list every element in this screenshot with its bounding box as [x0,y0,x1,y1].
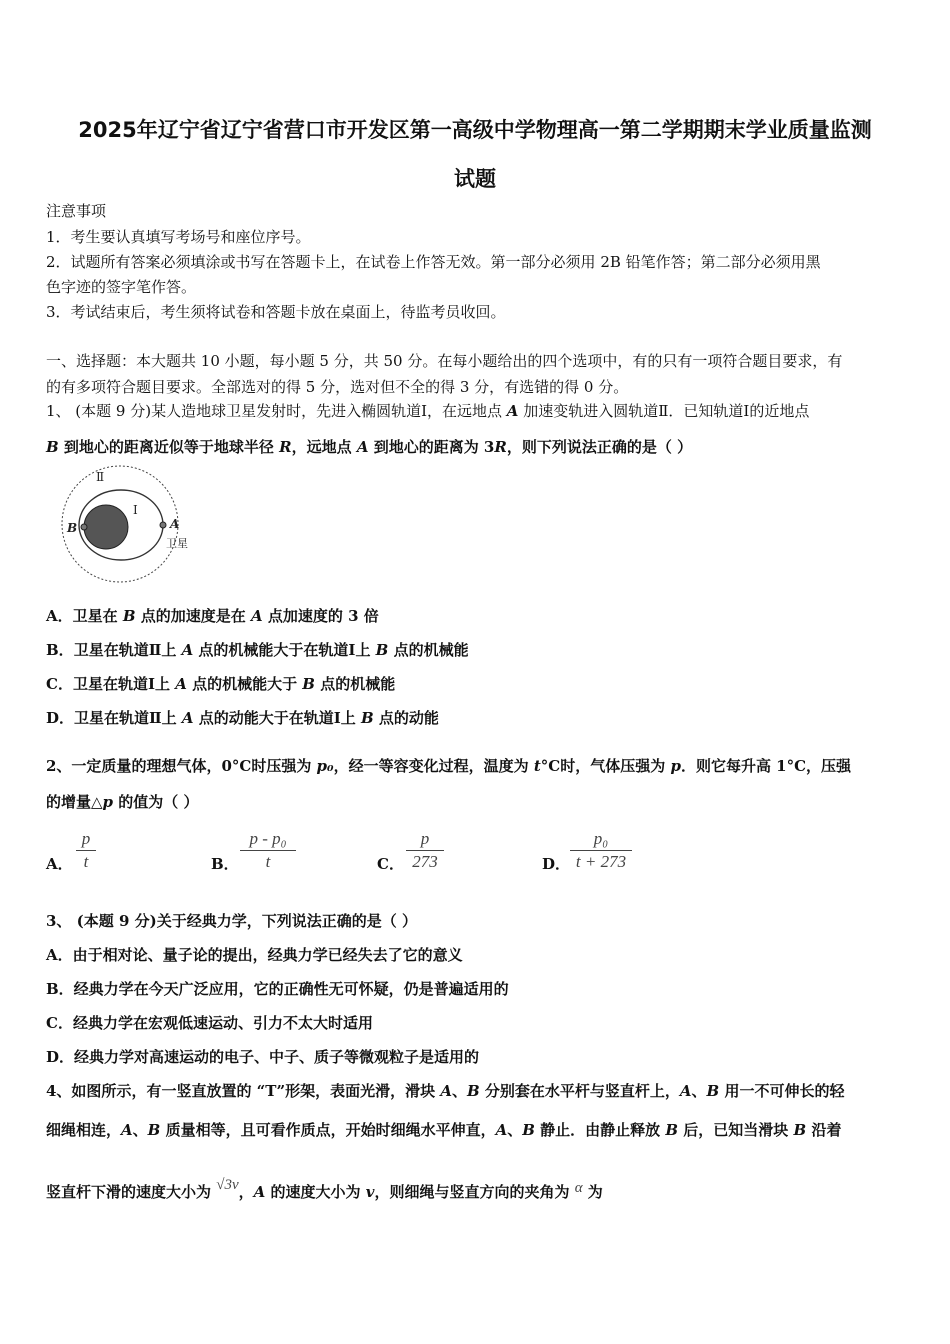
alpha-symbol: α [574,1180,583,1196]
point-b-dot [81,524,87,530]
sqrt-3v-formula: √3v [216,1177,239,1193]
q4-stem-line1: 4、如图所示，有一竖直放置的 “T”形架，表面光滑，滑块 A、B 分别套在水平杆与竖直杆上，A、B 用一不可伸长的轻 [46,1082,845,1100]
point-a-label: A [170,517,180,531]
exam-title-line1: 2025年辽宁省辽宁省营口市开发区第一高级中学物理高一第二学期期末学业质量监测 [78,118,872,142]
exam-title-line2: 试题 [454,167,496,191]
notice-item: 2．试题所有答案必须填涂或书写在答题卡上，在试卷上作答无效。第一部分必须用 2B 铅笔作答；第二部分必须用黑 [46,253,821,271]
earth-circle [84,505,128,549]
q2-option-a-label: A． [46,855,73,873]
q2-stem-line2: 的增量△p 的值为（ ） [46,793,199,811]
section1-intro-line2: 的有多项符合题目要求。全部选对的得 5 分，选对但不全的得 3 分，有选错的得 0 分。 [46,378,629,396]
q3-option-d: D．经典力学对高速运动的电子、中子、质子等微观粒子是适用的 [46,1048,480,1066]
q4-stem-line3: 竖直杆下滑的速度大小为 √3v，A 的速度大小为 v，则细绳与竖直方向的夹角为 α 为 [46,1177,603,1201]
satellite-label: 卫星 [166,537,188,550]
notice-item: 1．考生要认真填写考场号和座位序号。 [46,228,311,246]
q4-stem-line2: 细绳相连，A、B 质量相等，且可看作质点，开始时细绳水平伸直，A、B 静止．由静止释放 B 后，已知当滑块 B 沿着 [46,1121,842,1139]
notice-item: 3．考试结束后，考生须将试卷和答题卡放在桌面上，待监考员收回。 [46,303,506,321]
q2-option-b-fraction: p - p₀ t [240,829,296,872]
q2-stem-line1: 2、一定质量的理想气体，0°C时压强为 p₀，经一等容变化过程，温度为 t°C时，气体压强为 p．则它每升高 1°C，压强 [46,757,852,775]
q3-stem: 3、 (本题 9 分)关于经典力学，下列说法正确的是（ ） [46,912,417,930]
q2-option-d-label: D． [542,855,571,873]
q1-option-a: A．卫星在 B 点的加速度是在 A 点加速度的 3 倍 [46,607,379,625]
q1-option-d: D．卫星在轨道Ⅱ上 A 点的动能大于在轨道Ⅰ上 B 点的动能 [46,709,439,727]
q1-option-b: B．卫星在轨道Ⅱ上 A 点的机械能大于在轨道Ⅰ上 B 点的机械能 [46,641,469,659]
section1-intro-line1: 一、选择题：本大题共 10 小题，每小题 5 分，共 50 分。在每小题给出的四个选项中，有的只有一项符合题目要求，有 [46,352,843,370]
q3-option-a: A．由于相对论、量子论的提出，经典力学已经失去了它的意义 [46,946,463,964]
point-a-dot [160,522,166,528]
q2-option-a-fraction: p t [76,829,96,872]
q1-stem-line1: 1、 (本题 9 分)某人造地球卫星发射时，先进入椭圆轨道Ⅰ，在远地点 A 加速变轨进入圆轨道Ⅱ．已知轨道Ⅰ的近地点 [46,402,810,420]
notice-item: 色字迹的签字笔作答。 [46,278,197,296]
q3-option-b: B．经典力学在今天广泛应用，它的正确性无可怀疑，仍是普遍适用的 [46,980,509,998]
q2-option-c-fraction: p 273 [406,829,444,872]
notice-heading: 注意事项 [46,202,107,220]
orbit-ii-label: Ⅱ [96,470,105,484]
point-b-label: B [67,521,78,535]
orbit-i-label: Ⅰ [133,503,138,517]
q2-option-d-fraction: p₀ t + 273 [570,829,632,872]
orbit-diagram [40,464,200,590]
q2-option-b-label: B． [211,855,239,873]
q1-option-c: C．卫星在轨道Ⅰ上 A 点的机械能大于 B 点的机械能 [46,675,396,693]
q1-stem-line2: B 到地心的距离近似等于地球半径 R，远地点 A 到地心的距离为 3R，则下列说法正确的是（ ） [46,438,693,456]
q2-option-c-label: C． [377,855,404,873]
q3-option-c: C．经典力学在宏观低速运动、引力不太大时适用 [46,1014,373,1032]
